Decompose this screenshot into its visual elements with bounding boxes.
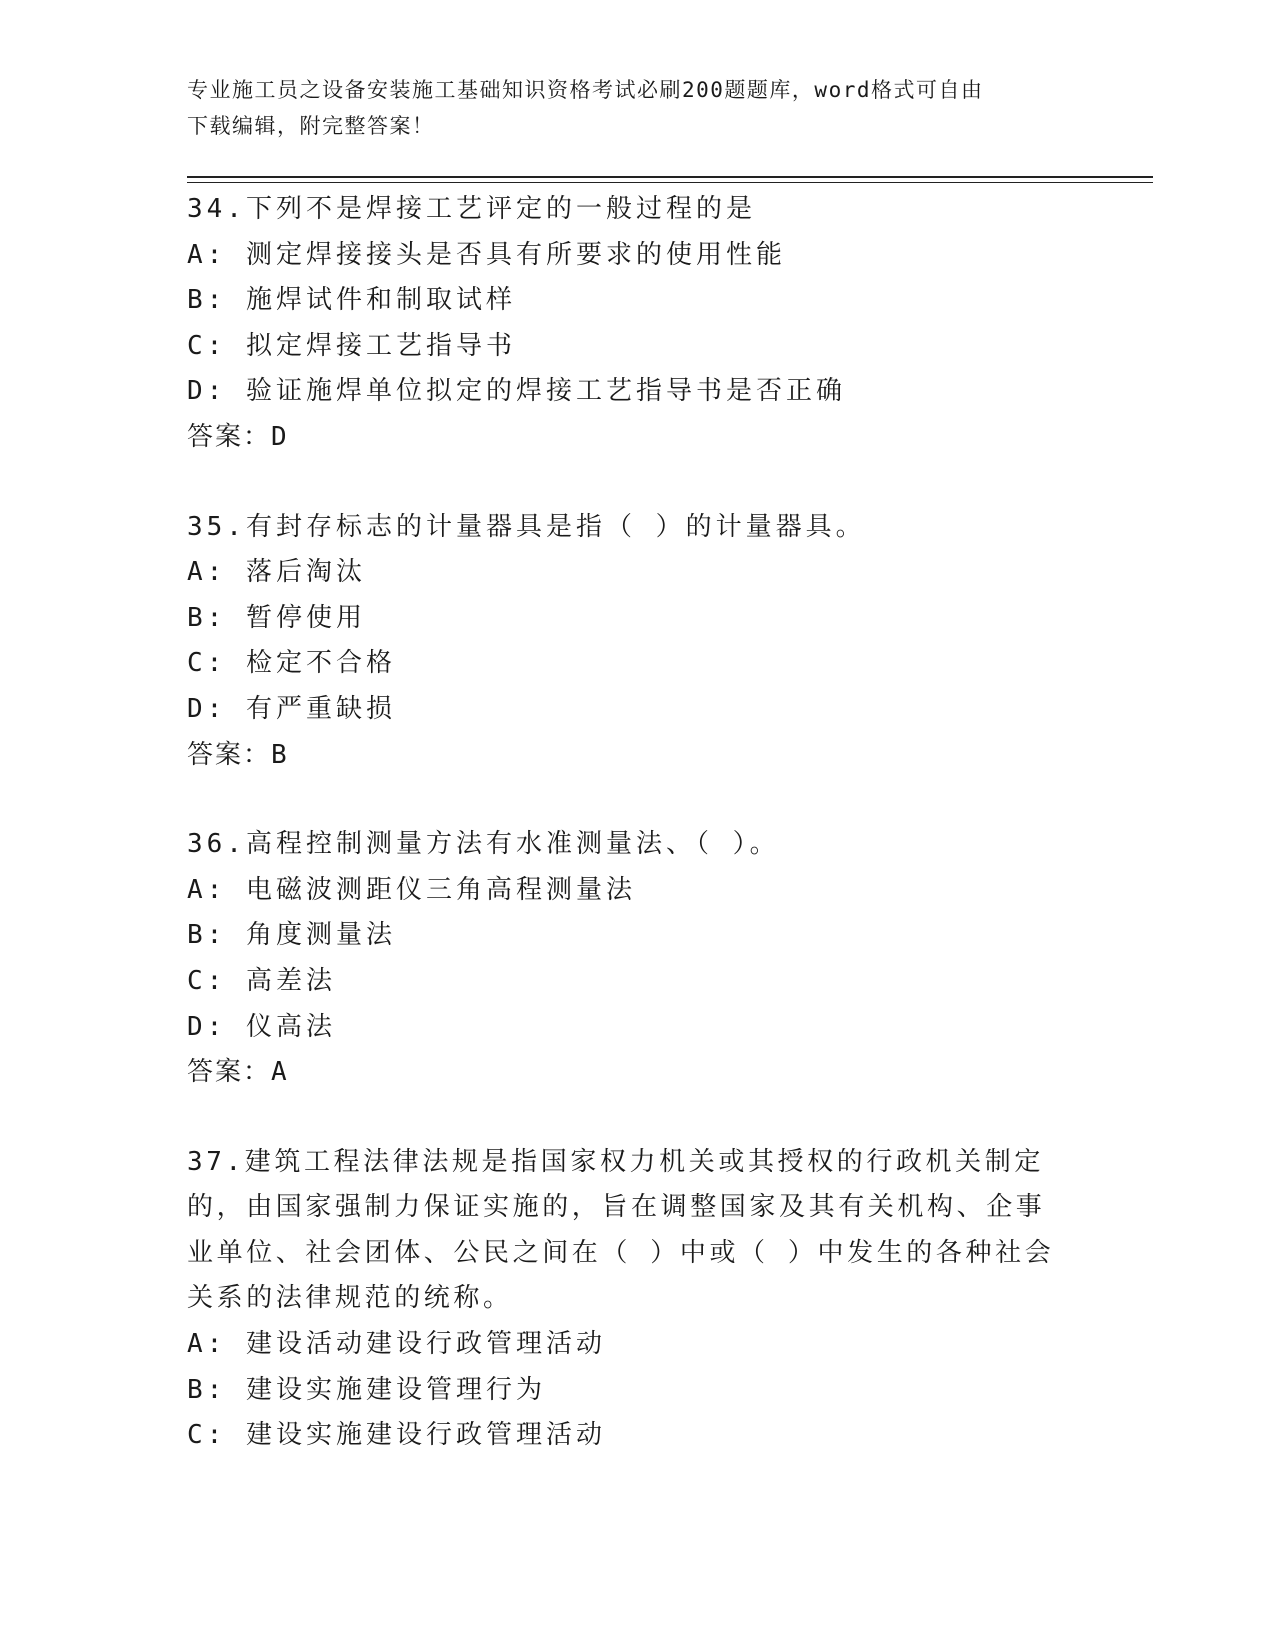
option-d: D: 验证施焊单位拟定的焊接工艺指导书是否正确: [187, 376, 846, 407]
answer-value: A: [271, 1057, 289, 1088]
question-list: [187, 187, 1067, 1503]
option-b: B: 角度测量法: [187, 920, 396, 951]
header-line-2: 下载编辑，附完整答案！: [187, 114, 435, 138]
option-c: C: 高差法: [187, 965, 336, 996]
option-a: A: 电磁波测距仪三角高程测量法: [187, 874, 636, 905]
header-divider-thick: [187, 176, 1153, 178]
answer-line: [187, 1050, 1067, 1096]
question-35: [187, 505, 1067, 779]
option-c: C: 检定不合格: [187, 648, 396, 679]
answer-value: B: [271, 739, 289, 770]
question-stem: 35.有封存标志的计量器具是指（ ）的计量器具。: [187, 511, 866, 542]
header-divider-thin: [187, 182, 1153, 183]
answer-label: 答案：: [187, 421, 272, 452]
question-37: [187, 1140, 1067, 1459]
option-b: B: 施焊试件和制取试样: [187, 285, 516, 316]
answer-label: 答案：: [187, 739, 272, 770]
question-stem: 36.高程控制测量方法有水准测量法、（ ）。: [187, 829, 780, 860]
answer-label: 答案：: [187, 1057, 272, 1088]
option-a: A: 落后淘汰: [187, 557, 366, 588]
option-c: C: 建设实施建设行政管理活动: [187, 1420, 606, 1451]
option-b: B: 建设实施建设管理行为: [187, 1374, 546, 1405]
option-b: B: 暂停使用: [187, 602, 366, 633]
option-d: D: 有严重缺损: [187, 693, 396, 724]
answer-line: [187, 733, 1067, 779]
question-34: [187, 187, 1067, 461]
option-a: A: 测定焊接接头是否具有所要求的使用性能: [187, 239, 786, 270]
option-a: A: 建设活动建设行政管理活动: [187, 1329, 606, 1360]
answer-line: [187, 415, 1067, 461]
question-stem: 34.下列不是焊接工艺评定的一般过程的是: [187, 194, 756, 224]
document-header: [187, 72, 1067, 144]
option-d: D: 仪高法: [187, 1011, 336, 1042]
question-stem: 37.建筑工程法律法规是指国家权力机关或其授权的行政机关制定的，由国家强制力保证实施的，旨在调整国家及其有关机构、企事业单位、社会团体、公民之间在（ ）中或（ ）中发生的各种社会关系的法律规范的统称。: [187, 1146, 1055, 1314]
question-36: [187, 822, 1067, 1096]
option-c: C: 拟定焊接工艺指导书: [187, 330, 516, 361]
answer-value: D: [271, 421, 289, 452]
header-line-1: 专业施工员之设备安装施工基础知识资格考试必刷200题题库，word格式可自由: [187, 78, 984, 102]
